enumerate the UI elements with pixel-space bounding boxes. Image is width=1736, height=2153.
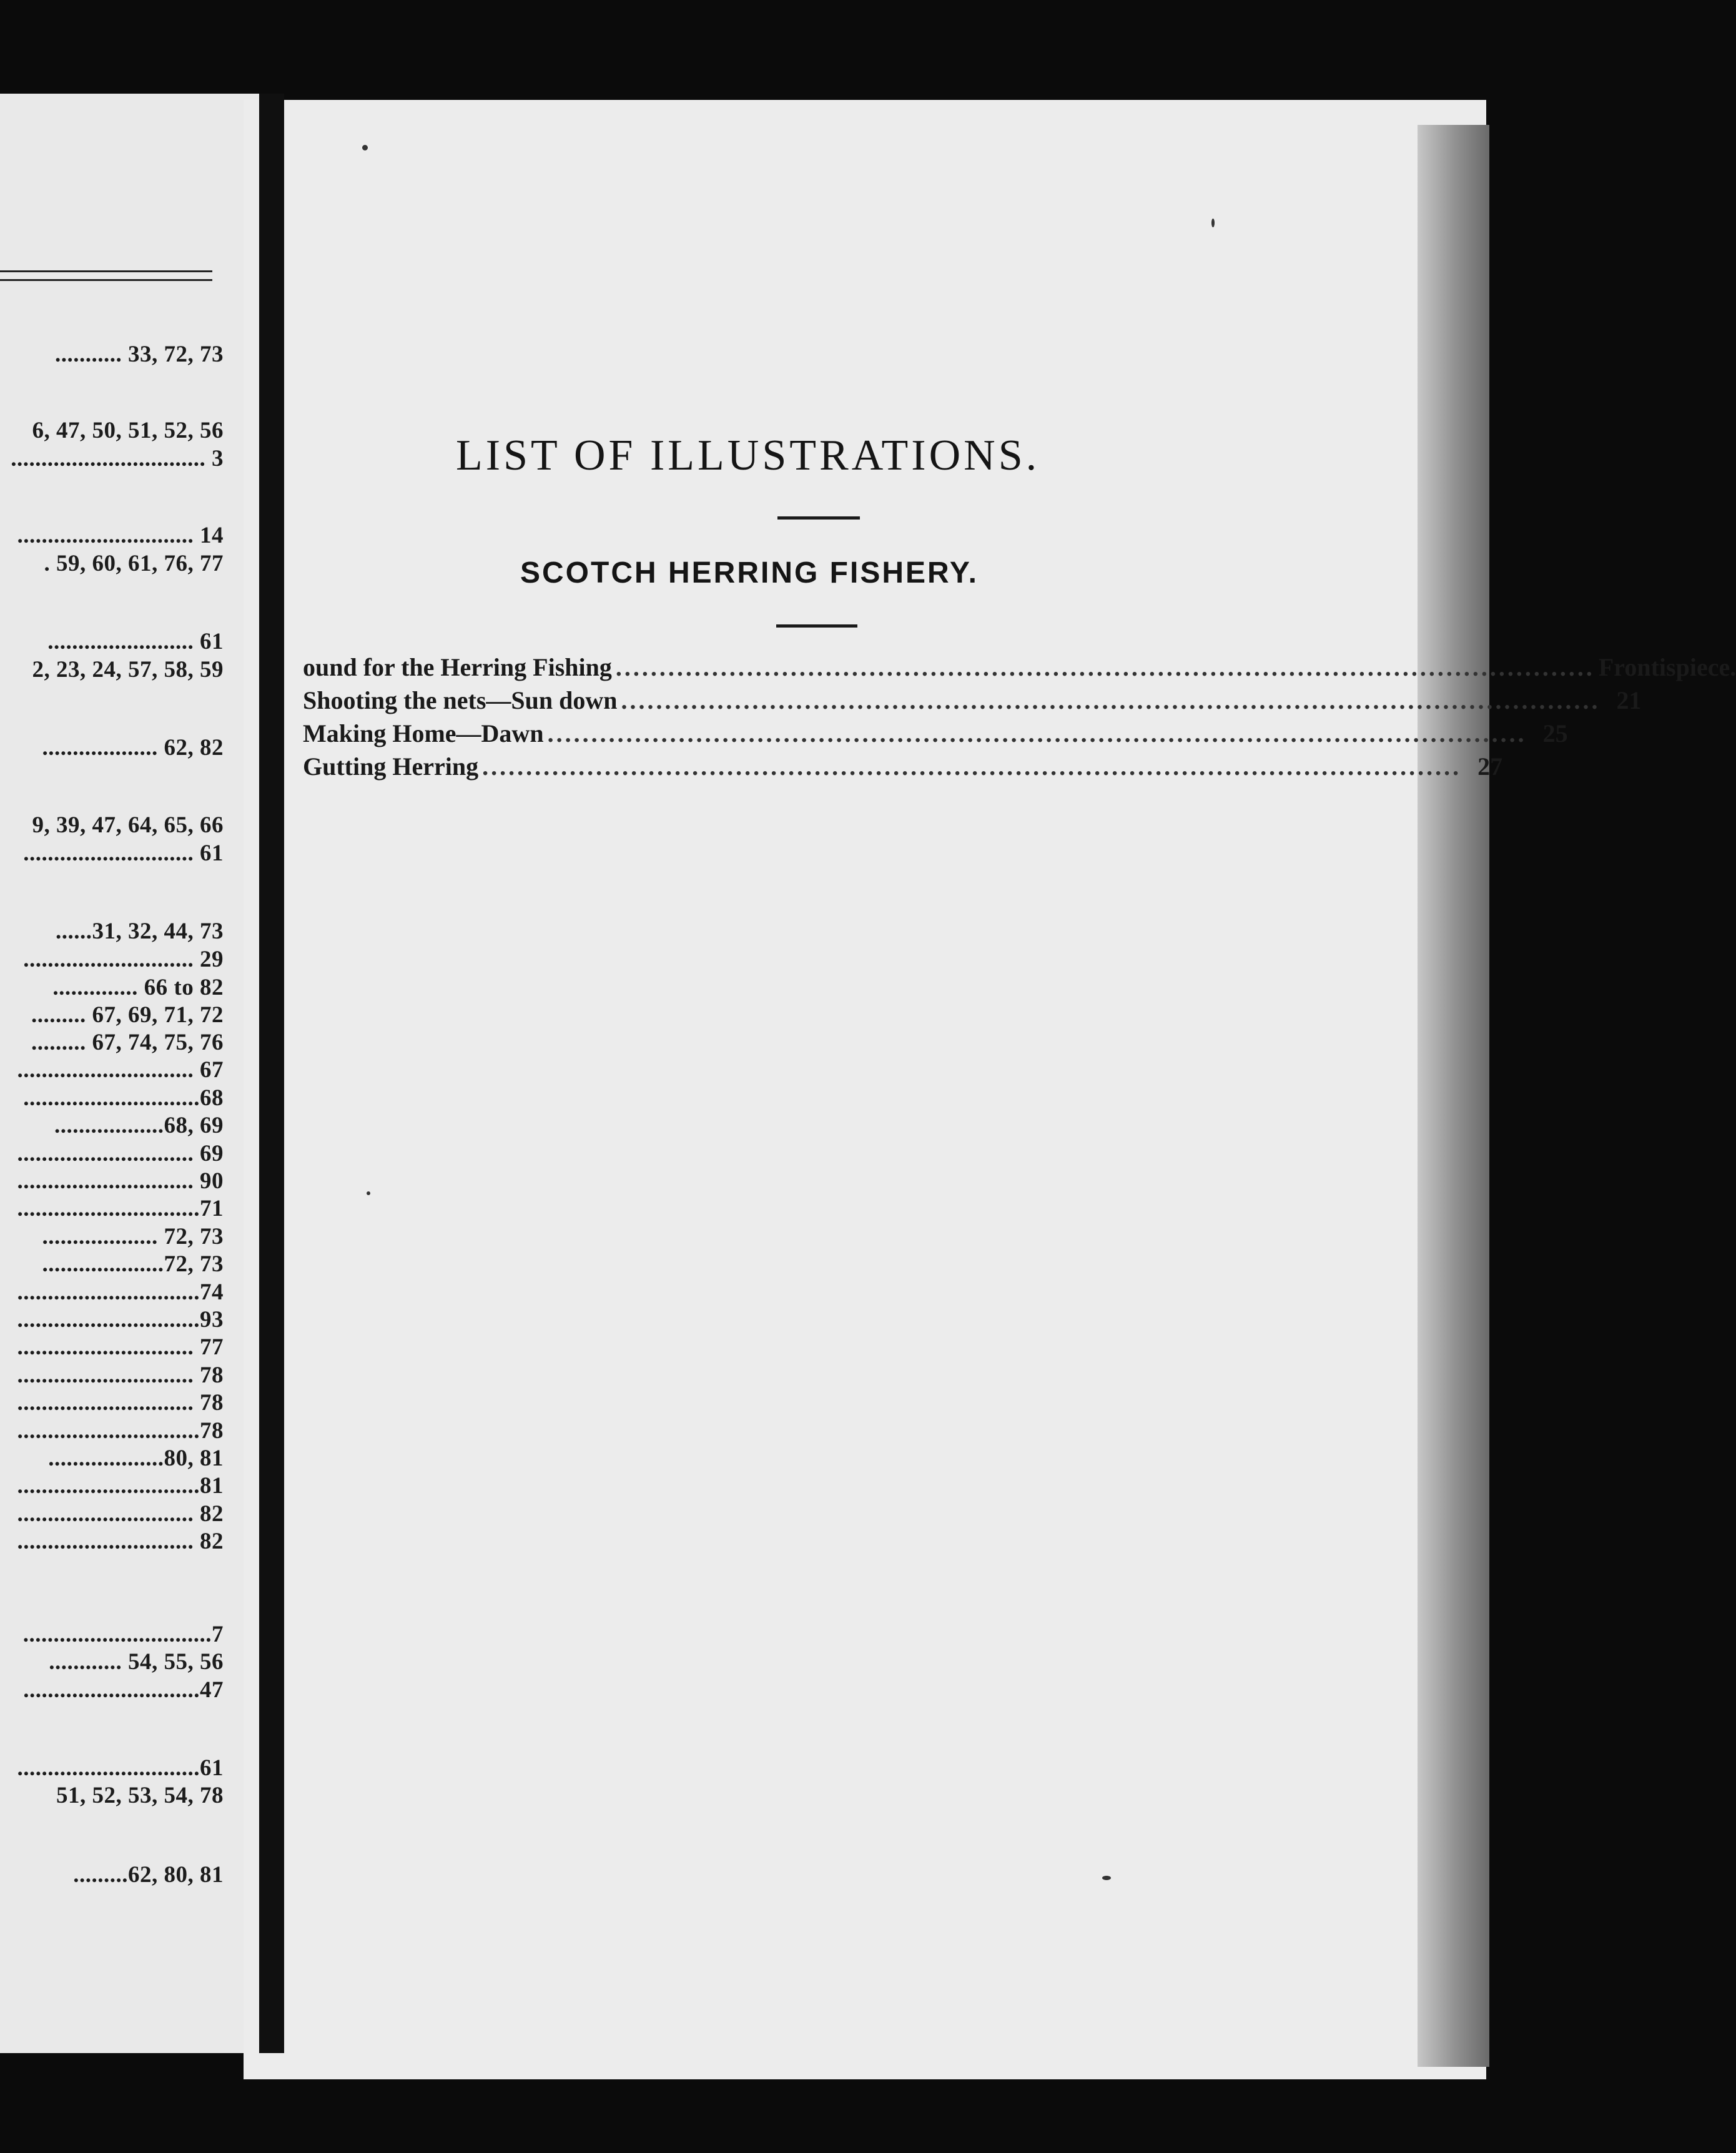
- index-entry: ............................. 90: [17, 1168, 224, 1194]
- dot-leader: ................................................................................................................: [482, 752, 1462, 781]
- index-entry: ..............................78: [17, 1418, 224, 1444]
- scan-speck: [367, 1191, 370, 1195]
- index-entry: ............................. 69: [17, 1141, 224, 1166]
- book-gutter: [259, 94, 284, 2053]
- page-title: LIST OF ILLUSTRATIONS.: [456, 431, 1040, 480]
- illustration-entry: [303, 686, 1642, 719]
- index-entry: .............................47: [23, 1677, 224, 1703]
- index-entry: ............................ 29: [23, 947, 224, 972]
- index-entry: ..............................81: [17, 1473, 224, 1499]
- index-entry: ................... 72, 73: [42, 1224, 224, 1249]
- illustration-entry: [303, 653, 1736, 686]
- index-entry: ..............................61: [17, 1755, 224, 1781]
- illustration-page: 25: [1542, 719, 1568, 747]
- index-entry: ............................. 67: [17, 1057, 224, 1083]
- illustration-title: ound for the Herring Fishing: [303, 653, 612, 681]
- index-entry: ............................. 82: [17, 1501, 224, 1527]
- scan-speck: [1102, 1876, 1111, 1880]
- illustration-title: Shooting the nets—Sun down: [303, 686, 618, 714]
- index-entry: ............................. 78: [17, 1362, 224, 1388]
- index-entry: ............................. 78: [17, 1390, 224, 1416]
- index-entry: ..............................71: [17, 1196, 224, 1221]
- index-entry: 51, 52, 53, 54, 78: [56, 1783, 224, 1808]
- index-entry: 9, 39, 47, 64, 65, 66: [32, 812, 224, 838]
- index-entry: ................................ 3: [11, 446, 224, 471]
- title-rule: [777, 516, 860, 520]
- index-entry: ............................. 14: [17, 523, 224, 548]
- index-entry: ...............................7: [22, 1622, 224, 1647]
- index-entry: ......31, 32, 44, 73: [56, 919, 224, 944]
- dot-leader: ................................................................................................................: [615, 653, 1595, 681]
- section-heading: SCOTCH HERRING FISHERY.: [520, 556, 979, 589]
- double-rule-top: [0, 270, 212, 272]
- page-edge-shadow: [1418, 125, 1489, 2067]
- illustration-page: 27: [1477, 752, 1503, 781]
- index-entry: 2, 23, 24, 57, 58, 59: [32, 657, 224, 682]
- dot-leader: ................................................................................................................: [547, 719, 1527, 747]
- index-entry: .............. 66 to 82: [52, 975, 224, 1000]
- index-entry: ........... 33, 72, 73: [55, 342, 224, 367]
- illustration-title: Making Home—Dawn: [303, 719, 544, 747]
- index-entry: ............ 54, 55, 56: [49, 1649, 224, 1675]
- double-rule-bottom: [0, 279, 212, 281]
- dot-leader: ................................................................................................................: [621, 686, 1600, 714]
- section-rule: [776, 624, 857, 628]
- index-entry: ............................ 61: [23, 840, 224, 866]
- index-entry: ....................72, 73: [42, 1251, 224, 1277]
- index-entry: ..............................93: [17, 1307, 224, 1333]
- index-entry: .........62, 80, 81: [73, 1862, 224, 1888]
- right-page: [244, 100, 1486, 2079]
- left-page: [0, 94, 259, 2053]
- index-entry: ...................80, 81: [48, 1446, 224, 1471]
- index-entry: ..............................74: [17, 1279, 224, 1305]
- index-entry: ............................. 77: [17, 1334, 224, 1360]
- illustration-page: 21: [1616, 686, 1642, 714]
- illustration-page: Frontispiece.: [1598, 653, 1736, 681]
- index-entry: ......... 67, 69, 71, 72: [31, 1002, 224, 1028]
- scan-speck: [362, 145, 368, 150]
- index-entry: ........................ 61: [47, 629, 224, 654]
- index-entry: .............................68: [23, 1085, 224, 1111]
- index-entry: . 59, 60, 61, 76, 77: [44, 551, 224, 576]
- scan-speck: [1211, 219, 1215, 227]
- index-entry: ..................68, 69: [54, 1113, 224, 1138]
- index-entry: ......... 67, 74, 75, 76: [31, 1030, 224, 1055]
- index-entry: ............................. 82: [17, 1529, 224, 1554]
- illustration-title: Gutting Herring: [303, 752, 479, 781]
- illustration-entry: [303, 719, 1568, 752]
- illustration-entry: [303, 752, 1503, 786]
- index-entry: ................... 62, 82: [42, 735, 224, 761]
- index-entry: 6, 47, 50, 51, 52, 56: [32, 418, 224, 443]
